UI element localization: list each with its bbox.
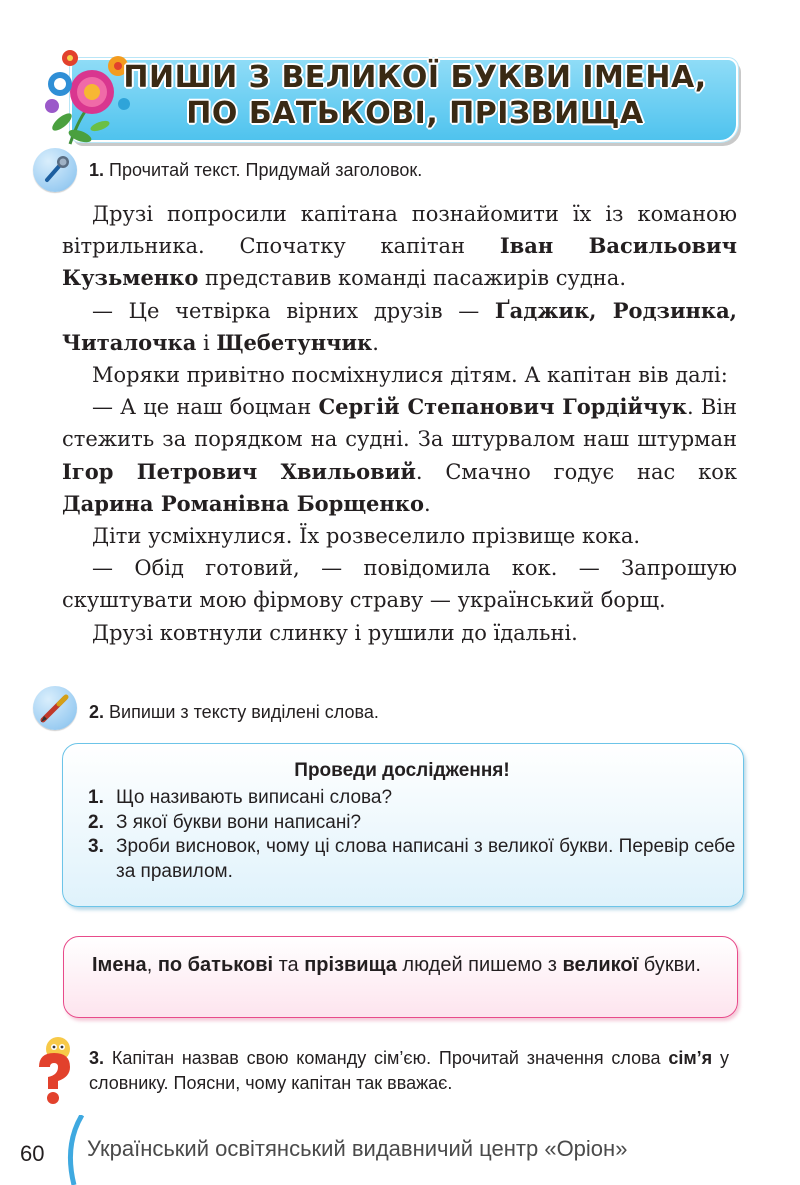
task-2 — [89, 702, 379, 723]
story-text-span: . — [372, 330, 379, 355]
rule-keyword: по батькові — [157, 954, 274, 976]
task-1-number: 1. — [89, 160, 105, 180]
research-item — [88, 811, 738, 836]
research-item — [88, 835, 738, 884]
story-text-span: і — [196, 330, 217, 355]
story-text-span: — Це четвірка вірних друзів — — [92, 298, 495, 323]
highlighted-name: Іван Васильович Кузьменко — [62, 233, 737, 291]
pen-icon — [33, 686, 77, 730]
task-3-number: 3. — [89, 1048, 105, 1068]
rule-keyword: Імена — [92, 954, 147, 976]
highlighted-name: Дарина Романівна Борщенко — [62, 490, 424, 516]
page-number: 60 — [20, 1141, 45, 1166]
task-3-text: Капітан назвав свою команду сім’єю. Прочитай значення слова — [111, 1048, 669, 1068]
research-item-number: 3. — [88, 836, 104, 857]
research-list — [88, 786, 738, 884]
task-1 — [89, 160, 422, 181]
story-paragraph-3: Моряки привітно посміхнулися дітям. А капітан вів далі: — [92, 363, 728, 388]
story-paragraph-4 — [62, 391, 737, 520]
task-3-keyword: сім’я — [668, 1048, 713, 1068]
story-paragraph-5: Діти усміхнулися. Їх розвеселило прізвище кока. — [92, 524, 641, 549]
highlighted-name: Ігор Петрович Хвильовий — [62, 458, 416, 484]
research-item-text: Зроби висновок, чому ці слова написані з великої букви. Перевір себе за правилом. — [116, 836, 736, 882]
research-item-text: Що називають виписані слова? — [116, 787, 393, 808]
story-paragraph-6: — Обід готовий, — повідомила кок. — Запрошую скуштувати мою фірмову страву — український борщ. — [62, 556, 737, 613]
rule-text — [92, 951, 712, 980]
story-text-span: . Смачно годує нас кок — [415, 459, 737, 484]
story-paragraph-1 — [62, 198, 737, 295]
story-text-span: представив команді пасажирів судна. — [198, 266, 626, 291]
research-item-number: 1. — [88, 787, 104, 808]
rule-text-span: букви. — [638, 954, 701, 976]
highlighted-name: Сергій Степанович Гордійчук — [318, 394, 687, 420]
highlighted-name: Щебетунчик — [216, 329, 373, 355]
story-paragraph-7: Друзі ковтнули слинку і рушили до їдальні. — [92, 620, 578, 645]
research-title: Проведи дослідження! — [294, 760, 510, 781]
rule-text-span: , — [146, 954, 158, 976]
rule-keyword: прізвища — [304, 954, 397, 976]
research-item-number: 2. — [88, 811, 104, 833]
research-item — [88, 786, 738, 811]
story-paragraph-2 — [62, 295, 737, 359]
page-title-line-1: ПИШИ З ВЕЛИКОЇ БУКВИ ІМЕНА, — [123, 60, 707, 95]
rule-text-span: та — [273, 954, 305, 976]
story-text — [62, 198, 737, 649]
task-3-text-end: у словнику. Поясни, чому капітан так вважає. — [89, 1048, 729, 1093]
task-2-number: 2. — [89, 702, 105, 722]
task-2-text: Випиши з тексту виділені слова. — [109, 702, 379, 722]
page-title — [90, 60, 740, 132]
story-text-span: Друзі попросили капітана познайомити їх із команою вітрильника. Спочатку капітан — [62, 202, 737, 259]
publisher-name: Український освітянський видавничий центр «Оріон» — [87, 1136, 628, 1161]
research-item-text: З якої букви вони написані? — [116, 811, 362, 833]
highlighted-name: Ґаджик, Родзинка, Читалочка — [62, 297, 737, 355]
microphone-icon — [33, 148, 77, 192]
question-mascot-icon — [30, 1033, 80, 1105]
story-text-span: — А це наш боцман — [92, 395, 319, 420]
task-1-text: Прочитай текст. Придумай заголовок. — [109, 160, 423, 180]
footer-curve-decoration — [60, 1115, 84, 1185]
story-text-span: . Він стежить за порядком на судні. За штурвалом наш штурман — [62, 395, 737, 452]
story-text-span: . — [423, 491, 431, 516]
rule-keyword: великої — [562, 954, 639, 976]
rule-text-span: людей пишемо з — [396, 954, 563, 976]
page-title-line-2: ПО БАТЬКОВІ, ПРІЗВИЩА — [186, 96, 644, 131]
task-3 — [89, 1046, 729, 1096]
